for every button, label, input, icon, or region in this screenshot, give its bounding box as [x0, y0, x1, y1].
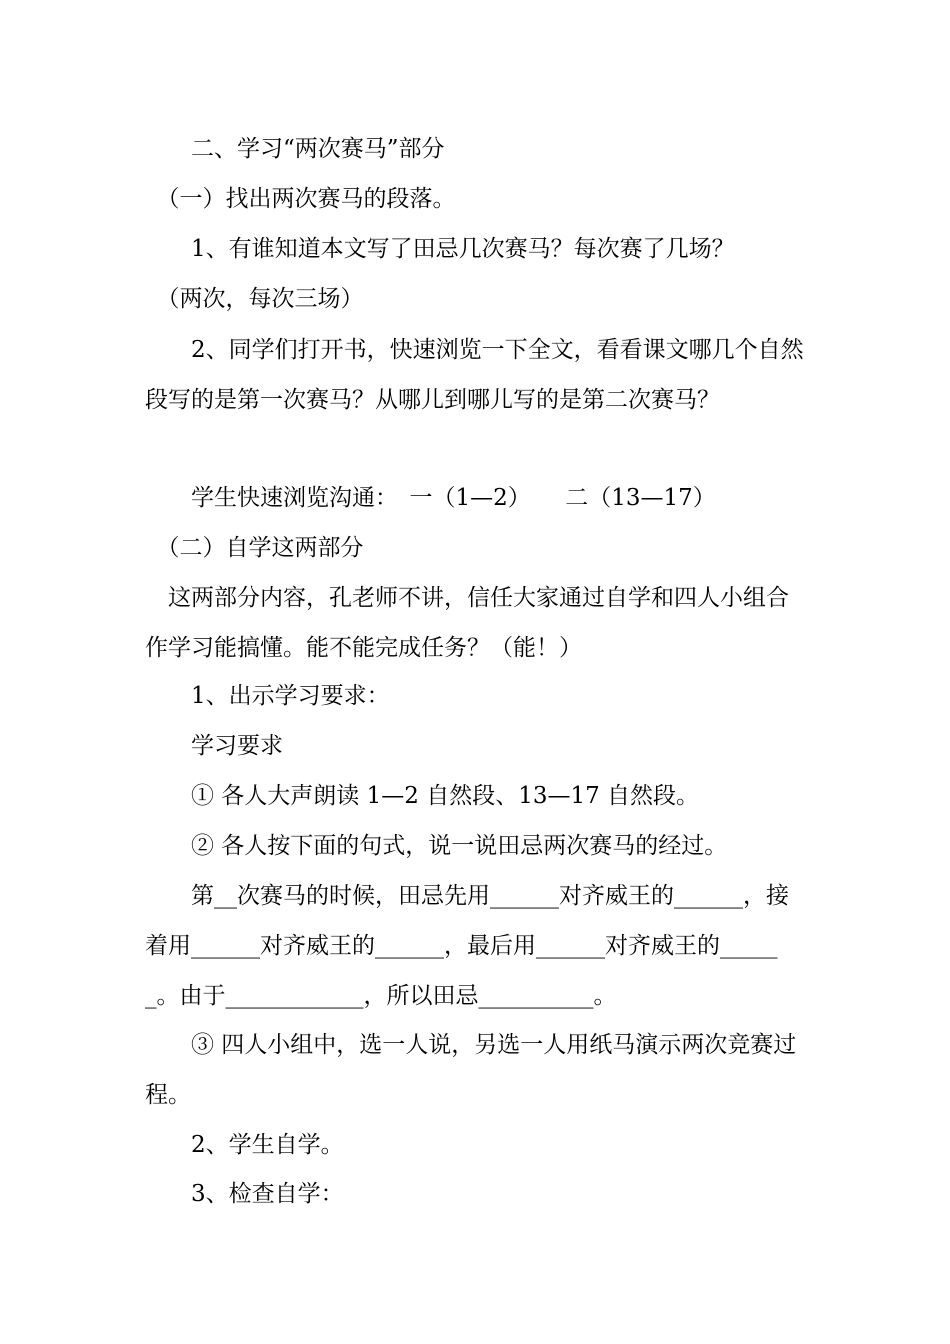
- question-2: 2、同学们打开书，快速浏览一下全文，看看课文哪几个自然段写的是第一次赛马？从哪儿到哪儿写的是第二次赛马？: [145, 337, 804, 413]
- requirement-1: ① 各人大声朗读 1—2 自然段、13—17 自然段。: [145, 783, 700, 809]
- step-3-check: 3、检查自学：: [145, 1181, 344, 1207]
- step-2-self-study: 2、学生自学。: [145, 1132, 344, 1158]
- step-1-requirements: 1、出示学习要求：: [145, 683, 390, 709]
- subheading-self-study: （二）自学这两部分: [145, 535, 364, 561]
- question-1: 1、有谁知道本文写了田忌几次赛马？每次赛了几场？: [145, 236, 735, 262]
- requirements-title: 学习要求: [145, 733, 283, 759]
- requirement-2: ② 各人按下面的句式，说一说田忌两次赛马的经过。: [145, 833, 728, 859]
- sentence-template: 第__次赛马的时候，田忌先用______对齐威王的______，接着用______对齐威王的______，最后用______对齐威王的______。由于____________，所以田忌__________。: [145, 883, 789, 1009]
- answer-1: （两次，每次三场）: [145, 286, 364, 312]
- subheading-find-paragraphs: （一）找出两次赛马的段落。: [145, 186, 456, 212]
- requirement-3: ③ 四人小组中，选一人说，另选一人用纸马演示两次竞赛过程。: [145, 1032, 797, 1108]
- student-browse-note: 学生快速浏览沟通： 一（1—2） 二（13—17）: [145, 485, 716, 511]
- section-heading-two-races: 二、学习“两次赛马”部分: [145, 136, 445, 162]
- teacher-instruction: 这两部分内容，孔老师不讲，信任大家通过自学和四人小组合作学习能搞懂。能不能完成任务？（能！）: [145, 585, 789, 661]
